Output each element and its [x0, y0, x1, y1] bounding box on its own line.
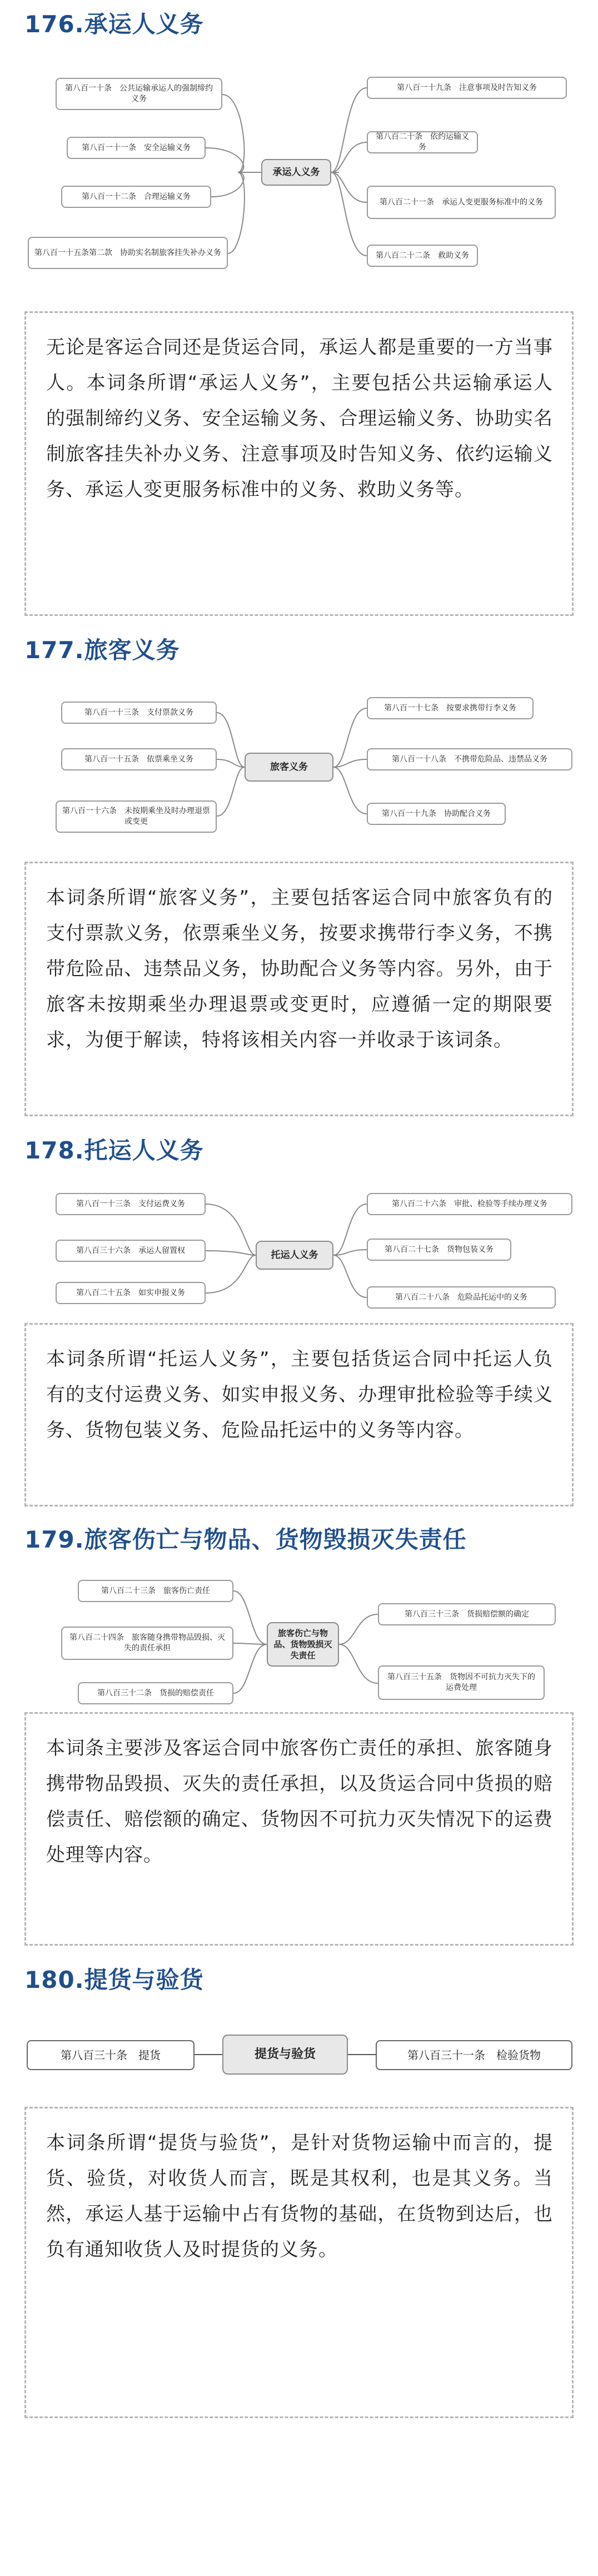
left-node: 第八百二十四条 旅客随身携带物品毁损、灭失的责任承担 [61, 1627, 233, 1660]
right-node: 第八百一十八条 不携带危险品、违禁品义务 [367, 748, 572, 770]
section-title: 180.提货与验货 [24, 1966, 204, 1993]
left-node: 第八百三十二条 货损的赔偿责任 [78, 1682, 233, 1704]
right-node: 第八百一十九条 注意事项及时告知义务 [367, 77, 567, 99]
mindmap [22, 1569, 576, 1735]
left-node: 第八百二十三条 旅客伤亡责任 [78, 1580, 233, 1602]
left-node: 第八百一十六条 未按期乘坐及时办理退票或变更 [56, 800, 217, 833]
right-node: 第八百二十条 依约运输义务 [367, 131, 478, 153]
right-node: 第八百三十一条 检验货物 [376, 2040, 572, 2070]
section-title: 179.旅客伤亡与物品、货物毁损灭失责任 [24, 1526, 467, 1553]
mindmap [22, 2012, 576, 2096]
explanation-box: 本词条所谓“提货与验货”，是针对货物运输中而言的，提货、验货，对收货人而言，既是其权利，也是其义务。当然，承运人基于运输中占有货物的基础，在货物到达后，也负有通知收货人及时提货的义务。 [24, 2107, 574, 2418]
center-node: 承运人义务 [261, 159, 331, 186]
explanation-box: 本词条主要涉及客运合同中旅客伤亡责任的承担、旅客随身携带物品毁损、灭失的责任承担，以及货运合同中货损的赔偿责任、赔偿额的确定、货物因不可抗力灭失情况下的运费处理等内容。 [24, 1712, 574, 1946]
right-node: 第八百三十三条 货损赔偿额的确定 [378, 1603, 556, 1625]
left-node: 第八百二十五条 如实申报义务 [56, 1282, 206, 1304]
section-title: 176.承运人义务 [24, 11, 204, 38]
left-node: 第八百一十五条第二款 协助实名制旅客挂失补办义务 [28, 237, 228, 269]
left-node: 第八百一十五条 依票乘坐义务 [61, 748, 217, 770]
center-node: 提货与验货 [222, 2035, 348, 2075]
right-node: 第八百一十九条 协助配合义务 [367, 803, 506, 825]
left-node: 第八百三十条 提货 [27, 2040, 195, 2070]
mindmap [22, 53, 576, 298]
right-node: 第八百二十八条 危险品托运中的义务 [367, 1286, 556, 1309]
right-node: 第八百二十六条 审批、检验等手续办理义务 [367, 1193, 572, 1215]
center-node: 旅客伤亡与物品、货物毁损灭失责任 [267, 1622, 339, 1667]
section-title: 177.旅客义务 [24, 636, 180, 664]
right-node: 第八百二十七条 货物包装义务 [367, 1239, 511, 1261]
explanation-box: 无论是客运合同还是货运合同，承运人都是重要的一方当事人。本词条所谓“承运人义务”，主要包括公共运输承运人的强制缔约义务、安全运输义务、合理运输义务、协助实名制旅客挂失补办义务、注意事项及时告知义务、依约运输义务、承运人变更服务标准中的义务、救助义务等。 [24, 311, 574, 616]
right-node: 第八百二十二条 救助义务 [367, 245, 478, 267]
center-node: 旅客义务 [245, 753, 333, 782]
left-node: 第八百一十条 公共运输承运人的强制缔约义务 [56, 78, 222, 110]
explanation-box: 本词条所谓“托运人义务”，主要包括货运合同中托运人负有的支付运费义务、如实申报义务、办理审批检验等手续义务、货物包装义务、危险品托运中的义务等内容。 [24, 1323, 574, 1506]
explanation-box: 本词条所谓“旅客义务”，主要包括客运合同中旅客负有的支付票款义务，依票乘坐义务，按要求携带行李义务，不携带危险品、违禁品义务，协助配合义务等内容。另外，由于旅客未按期乘坐办理退票或变更时，应遵循一定的期限要求，为便于解读，特将该相关内容一并收录于该词条。 [24, 862, 574, 1116]
left-node: 第八百一十一条 安全运输义务 [67, 137, 206, 159]
left-node: 第八百一十二条 合理运输义务 [61, 186, 211, 208]
right-node: 第八百二十一条 承运人变更服务标准中的义务 [367, 186, 556, 219]
mindmap [22, 684, 576, 851]
section-title: 178.托运人义务 [24, 1137, 204, 1164]
left-node: 第八百一十三条 支付票款义务 [61, 702, 217, 724]
left-node: 第八百三十六条 承运人留置权 [56, 1240, 206, 1262]
center-node: 托运人义务 [256, 1241, 333, 1270]
right-node: 第八百一十七条 按要求携带行李义务 [367, 697, 534, 719]
left-node: 第八百一十三条 支付运费义务 [56, 1193, 206, 1215]
right-node: 第八百三十五条 货物因不可抗力灭失下的运费处理 [378, 1665, 545, 1700]
